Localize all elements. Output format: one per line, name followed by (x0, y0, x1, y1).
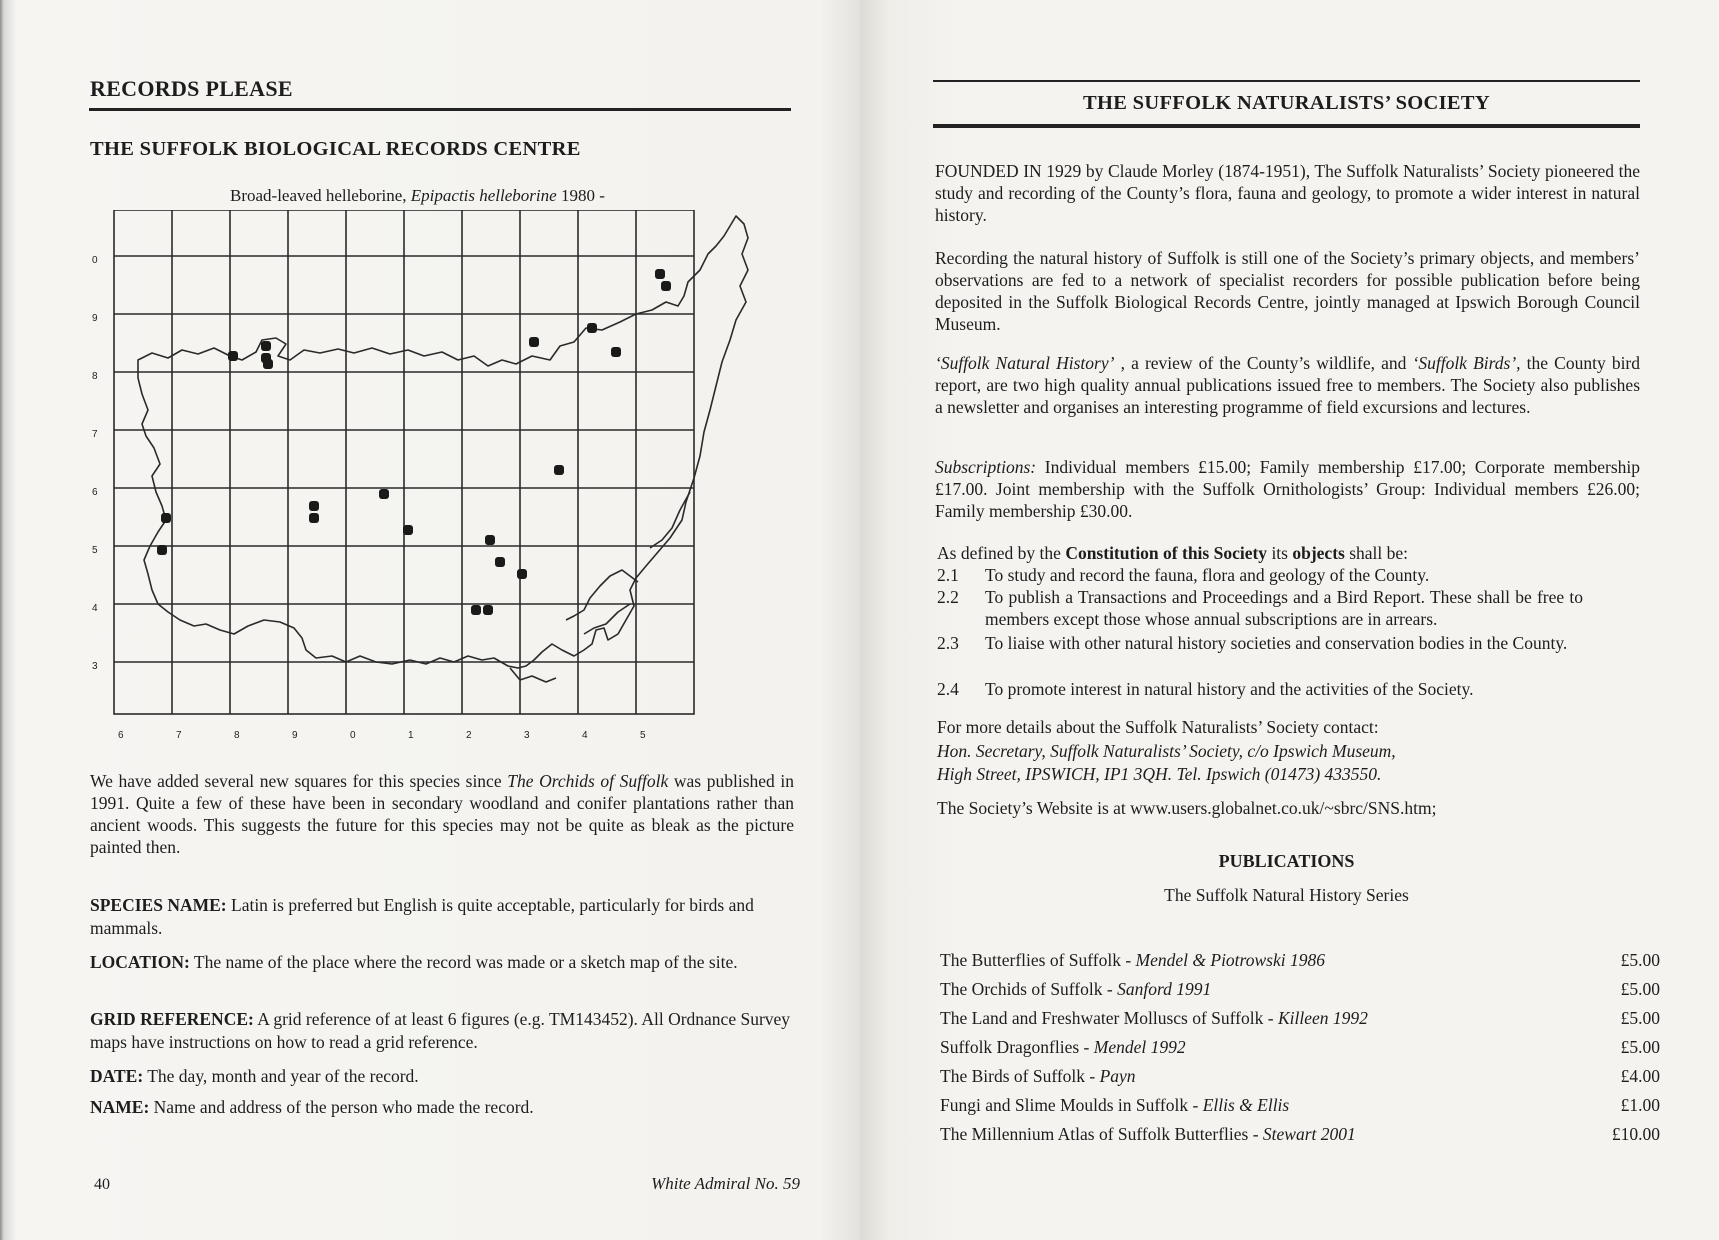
right-page (860, 0, 1719, 1240)
field-date (90, 1065, 794, 1088)
intro-paragraph: FOUNDED IN 1929 by Claude Morley (1874-1951), The Suffolk Naturalists’ Society pioneered the study and recording of the County’s flora, fauna and geology, to promote a wider interest in natural history. (935, 161, 1640, 225)
y-label: 4 (92, 603, 98, 614)
x-label: 9 (292, 730, 298, 741)
estuary-deben (566, 570, 638, 620)
website-line: The Society’s Website is at www.users.globalnet.co.uk/~sbrc/SNS.htm; (937, 798, 1437, 818)
para-book-title: The Orchids of Suffolk (507, 771, 669, 791)
record-dot (471, 605, 481, 615)
estuary-alde (650, 492, 690, 548)
subscriptions-label: Subscriptions: (935, 457, 1037, 477)
title-bottom-rule (933, 124, 1640, 128)
record-dot (554, 465, 564, 475)
x-label: 2 (466, 730, 472, 741)
field-name (90, 1096, 794, 1119)
object-number: 2.2 (937, 587, 959, 607)
estuary-orwell (584, 604, 630, 634)
journal-title: ‘Suffolk Natural History’ (935, 353, 1115, 373)
publication-title: The Orchids of Suffolk - (940, 979, 1113, 999)
record-dot (483, 605, 493, 615)
record-dot (495, 557, 505, 567)
publication-title: The Butterflies of Suffolk - (940, 950, 1132, 970)
publication-price: £1.00 (1620, 1095, 1660, 1115)
contact-intro: For more details about the Suffolk Naturalists’ Society contact: (937, 717, 1379, 737)
objects-phrase: objects (1292, 543, 1345, 563)
object-text: To publish a Transactions and Proceedings and a Bird Report. These shall be free to members except those whose annual subscriptions are in arrears. (985, 587, 1583, 629)
header-rule (89, 108, 791, 111)
para-pre: We have added several new squares for this species since (90, 771, 502, 791)
publication-title: The Land and Freshwater Molluscs of Suffolk - (940, 1008, 1274, 1028)
contact-address-line2: High Street, IPSWICH, IP1 3QH. Tel. Ipswich (01473) 433550. (937, 764, 1382, 784)
const-text: its (1271, 543, 1288, 563)
record-dot (228, 351, 238, 361)
publication-author: Ellis & Ellis (1202, 1095, 1290, 1115)
object-text: To promote interest in natural history and the activities of the Society. (985, 679, 1474, 699)
x-label: 0 (350, 730, 356, 741)
object-item (937, 564, 1643, 586)
field-label: DATE: (90, 1066, 144, 1086)
publication-row (940, 1008, 1660, 1029)
publication-price: £5.00 (1620, 1008, 1660, 1028)
x-label: 3 (524, 730, 530, 741)
publication-title: The Millennium Atlas of Suffolk Butterflies - (940, 1124, 1259, 1144)
subscriptions-text: Individual members £15.00; Family membership £17.00; Corporate membership £17.00. Joint membership with the Suffolk Ornithologists’ Group: Individual members £26.00; Family membership £30.00. (935, 457, 1640, 521)
bird-report-title: ‘Suffolk Birds’, (1412, 353, 1521, 373)
publication-author: Killeen 1992 (1277, 1008, 1368, 1028)
contact-address-line1: Hon. Secretary, Suffolk Naturalists’ Society, c/o Ipswich Museum, (937, 741, 1396, 761)
publications-paragraph (935, 352, 1640, 418)
record-dot (517, 569, 527, 579)
record-dot (309, 513, 319, 523)
distribution-map (90, 210, 780, 750)
object-item (937, 586, 1643, 630)
caption-species: Epipactis helleborine (410, 186, 557, 205)
publication-row (940, 979, 1660, 1000)
publication-author: Stewart 2001 (1262, 1124, 1356, 1144)
object-item (937, 632, 1643, 676)
para3-text-end: the County bird report, are two high quality annual publications issued free to members. The Society also publishes a newsletter and organises an interesting programme of field excursions and lectures. (935, 353, 1641, 417)
record-dot (611, 347, 621, 357)
society-title: THE SUFFOLK NATURALISTS’ SOCIETY (1083, 92, 1490, 114)
publication-author: Mendel & Piotrowski 1986 (1135, 950, 1325, 970)
object-number: 2.4 (937, 679, 959, 699)
const-text: As defined by the (937, 543, 1061, 563)
publication-price: £10.00 (1611, 1124, 1660, 1144)
field-text: Latin is preferred but English is quite acceptable, particularly for birds and mammals. (90, 895, 754, 938)
publication-author: Mendel 1992 (1093, 1037, 1186, 1057)
constitution-phrase: Constitution of this Society (1065, 543, 1268, 563)
species-note-paragraph (90, 770, 794, 858)
y-label: 9 (92, 313, 98, 324)
publications-list (940, 950, 1660, 1150)
field-text: The name of the place where the record was made or a sketch map of the site. (193, 952, 738, 972)
subscriptions-paragraph (935, 456, 1640, 522)
y-label: 7 (92, 429, 98, 440)
record-dot (529, 337, 539, 347)
field-grid-reference (90, 1008, 794, 1054)
map-labels (92, 255, 646, 741)
estuary-stour (510, 668, 556, 682)
record-dot (661, 281, 671, 291)
y-label: 8 (92, 371, 98, 382)
publication-price: £4.00 (1620, 1066, 1660, 1086)
publication-title: Suffolk Dragonflies - (940, 1037, 1090, 1057)
x-label: 6 (118, 730, 124, 741)
object-text: To study and record the fauna, flora and geology of the County. (985, 565, 1430, 585)
x-label: 7 (176, 730, 182, 741)
publications-series: The Suffolk Natural History Series (1164, 885, 1409, 905)
record-dots (157, 269, 671, 615)
publication-row (940, 1066, 1660, 1087)
object-text: To liaise with other natural history societies and conservation bodies in the County. (985, 633, 1568, 653)
publication-row (940, 950, 1660, 971)
para-post: was published in 1991. Quite a few of these have been in secondary woodland and conifer plantations rather than ancient woods. This suggests the future for this species may not be quite as bleak as the picture painted then. (90, 771, 794, 857)
object-item (937, 678, 1643, 700)
publications-heading: PUBLICATIONS (1218, 851, 1355, 871)
caption-prefix: Broad-leaved helleborine, (230, 186, 407, 205)
y-label: 3 (92, 661, 98, 672)
x-label: 4 (582, 730, 588, 741)
field-label: NAME: (90, 1097, 150, 1117)
y-label: 6 (92, 487, 98, 498)
object-number: 2.3 (937, 633, 959, 653)
publication-author: Payn (1099, 1066, 1136, 1086)
y-label: 0 (92, 255, 98, 266)
field-text: The day, month and year of the record. (147, 1066, 419, 1086)
running-footer: White Admiral No. 59 (651, 1174, 800, 1193)
record-dot (655, 269, 665, 279)
map-caption (230, 186, 605, 206)
record-dot (263, 359, 273, 369)
const-text: shall be: (1349, 543, 1409, 563)
title-top-rule (933, 80, 1640, 82)
object-number: 2.1 (937, 565, 959, 585)
publication-price: £5.00 (1620, 1037, 1660, 1057)
record-dot (587, 323, 597, 333)
constitution-intro (937, 542, 1642, 564)
publication-row (940, 1095, 1660, 1116)
field-location (90, 951, 794, 974)
field-text: A grid reference of at least 6 figures (e.g. TM143452). All Ordnance Survey maps have instructions on how to read a grid reference. (90, 1009, 791, 1052)
field-species-name (90, 894, 794, 940)
publication-title: The Birds of Suffolk - (940, 1066, 1096, 1086)
recording-paragraph: Recording the natural history of Suffolk is still one of the Society’s primary objects, and members’ observations are fed to a network of specialist recorders for possible publication before being deposited in the Suffolk Biological Records Centre, jointly managed at Ipswich Borough Council Museum. (935, 248, 1640, 334)
x-label: 1 (408, 730, 414, 741)
record-dot (403, 525, 413, 535)
record-dot (309, 501, 319, 511)
field-label: GRID REFERENCE: (90, 1009, 254, 1029)
publication-title: Fungi and Slime Moulds in Suffolk - (940, 1095, 1199, 1115)
publication-price: £5.00 (1620, 979, 1660, 999)
x-label: 8 (234, 730, 240, 741)
publication-row (940, 1037, 1660, 1058)
section-title: RECORDS PLEASE (90, 76, 293, 101)
record-dot (485, 535, 495, 545)
record-dot (161, 513, 171, 523)
publication-price: £5.00 (1620, 950, 1660, 970)
publication-row (940, 1124, 1660, 1145)
para3-text: , a review of the County’s wildlife, and (1120, 353, 1407, 373)
field-label: SPECIES NAME: (90, 895, 227, 915)
record-dot (379, 489, 389, 499)
x-label: 5 (640, 730, 646, 741)
records-centre-heading: THE SUFFOLK BIOLOGICAL RECORDS CENTRE (90, 138, 581, 160)
field-label: LOCATION: (90, 952, 190, 972)
record-dot (157, 545, 167, 555)
field-text: Name and address of the person who made the record. (153, 1097, 534, 1117)
y-label: 5 (92, 545, 98, 556)
publication-author: Sanford 1991 (1117, 979, 1212, 999)
caption-year: 1980 - (560, 186, 605, 205)
record-dot (261, 341, 271, 351)
page-number: 40 (94, 1176, 110, 1193)
